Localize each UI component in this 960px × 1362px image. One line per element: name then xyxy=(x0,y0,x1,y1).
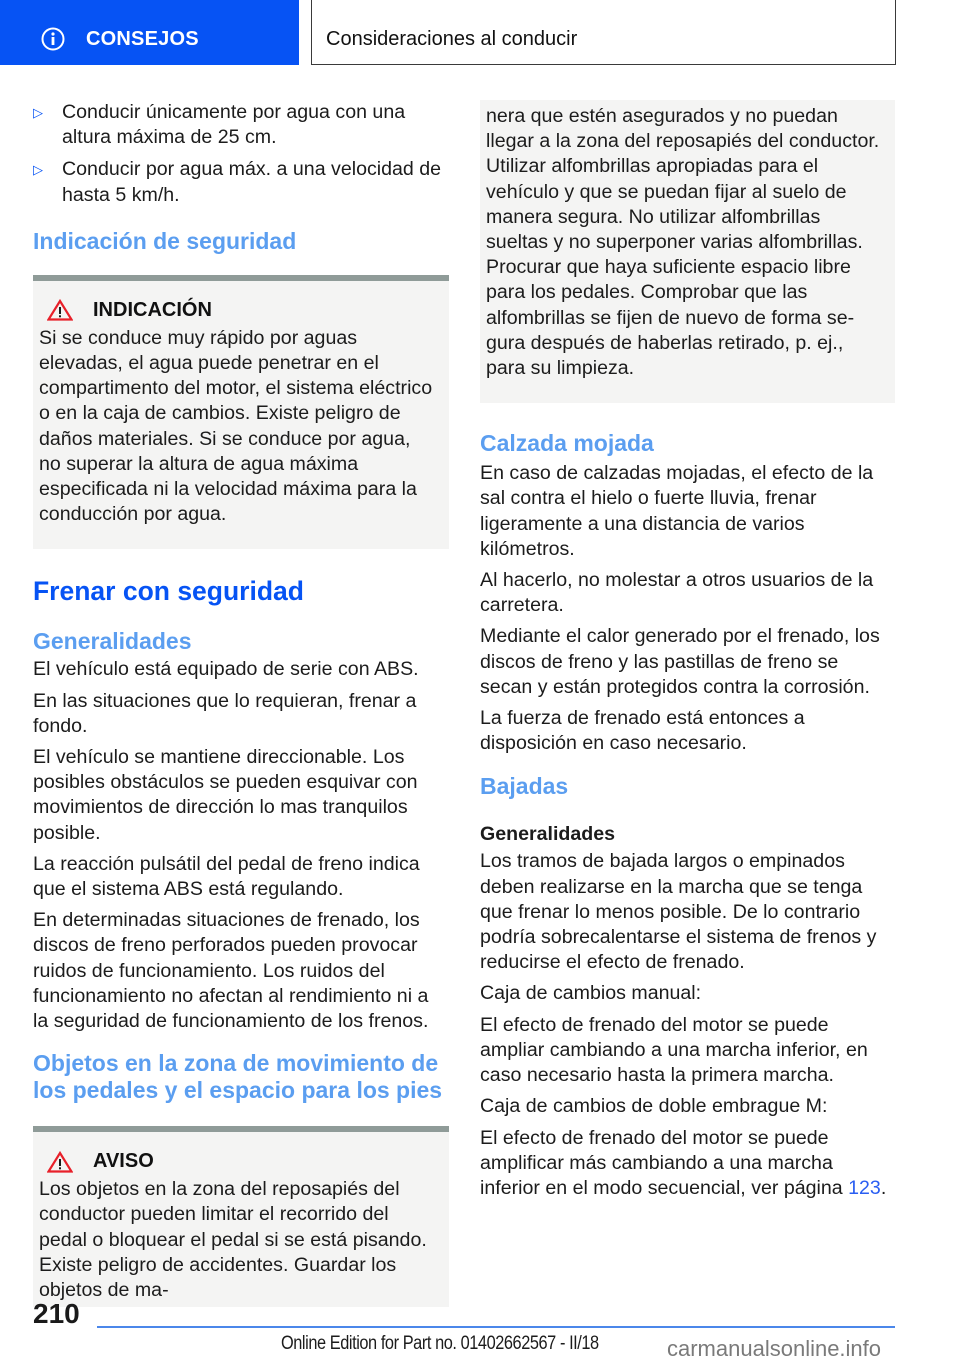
paragraph: En caso de calzadas mojadas, el efecto de la sal contra el hielo o fuerte lluvia, frenar ligeramente a una distancia de varios kilómetros. xyxy=(480,462,874,560)
left-column xyxy=(33,100,449,1307)
downhill-heading: Bajadas xyxy=(480,773,569,800)
paragraph: Los tramos de bajada largos o empinados deben realizarse en la marcha que se tenga que frenar lo menos posible. De lo contrario podría sobrecalentarse el sistema de frenos y reducirse el efecto de frenado. xyxy=(480,850,877,974)
general-heading: Generalidades xyxy=(33,628,192,655)
triangle-bullet-icon: ▷ xyxy=(33,162,43,178)
watermark: carmanualsonline.info xyxy=(667,1336,882,1361)
page-reference-link[interactable]: 123 xyxy=(848,1176,881,1199)
notice-continuation-box xyxy=(480,100,895,403)
warning-triangle-icon xyxy=(47,1151,73,1173)
notice-body: Los objetos en la zona del reposapiés del conductor pueden limitar el recorrido del pedal o bloquear el pedal si se está pisando. Existe peligro de accidentes. Guardar los objetos de ma- xyxy=(39,1178,427,1302)
paragraph: Mediante el calor generado por el frenado, los discos de freno y las pastillas de freno se secan y están protegidos contra la corrosión. xyxy=(480,625,880,698)
bullet-item: ▷ Conducir por agua máx. a una velocidad de hasta 5 km/h. xyxy=(33,158,442,206)
chapter-title: Consideraciones al conducir xyxy=(326,28,578,50)
notice-box xyxy=(33,275,449,550)
bullet-item: ▷ Conducir únicamente por agua con una altura máxima de 25 cm. xyxy=(33,101,406,149)
notice-body: Si se conduce muy rápido por aguas elevadas, el agua puede penetrar en el compartimento del motor, el sistema eléctrico o en la caja de cambios. Existe peligro de daños materiales. Si se conduce por agua, no superar la altura de agua máxima especificada ni la velocidad máxima para la conducción por agua. xyxy=(39,326,433,526)
paragraph: El efecto de frenado del motor se puede amplificar más cambiando a una marcha inferior en el modo secuencial, ver página 123. xyxy=(480,1126,887,1199)
section-heading: Frenar con seguridad xyxy=(33,576,304,607)
notice-box xyxy=(33,1126,449,1307)
objects-heading: Objetos en la zona de movimiento de los pedales y el espacio para los pies xyxy=(33,1050,443,1104)
paragraph: En determinadas situaciones de frenado, los discos de freno perforados pueden provocar ruidos de funcionamiento. Los ruidos del funcionamiento no afectan al rendimiento ni a la seguridad de funcionamiento de los frenos. xyxy=(33,909,429,1033)
downhill-subheading: Generalidades xyxy=(480,823,616,846)
section-tab xyxy=(0,0,299,65)
page-number: 210 xyxy=(33,1298,80,1329)
safety-heading: Indicación de seguridad xyxy=(33,227,297,254)
triangle-bullet-icon: ▷ xyxy=(33,105,43,120)
edition-text: Online Edition for Part no. 01402662567 - II/18 xyxy=(281,1333,599,1354)
notice-body: nera que estén asegurados y no puedan llegar a la zona del reposapiés del conductor. Utilizar alfombrillas apropiadas para el vehículo y que se puedan fijar al suelo de manera segura. No utilizar alfombrillas sueltas y no superponer varias alfombrillas. Procurar que haya suficiente espacio libre para los pedales. Comprobar que las alfombrillas se fijen de nuevo de forma segura después de haberlas retirado, p. ej., para su limpieza. xyxy=(486,105,880,380)
chapter-title-box xyxy=(311,0,896,65)
paragraph: La reacción pulsátil del pedal de freno indica que el sistema ABS está regulando. xyxy=(33,852,420,901)
paragraph: Caja de cambios manual: xyxy=(480,982,702,1005)
paragraph: El vehículo se mantiene direccionable. Los posibles obstáculos se pueden esquivar con movimientos de dirección lo mas tranquilos posible. xyxy=(33,746,418,844)
paragraph: En las situaciones que lo requieran, frenar a fondo. xyxy=(33,689,417,737)
paragraph: Caja de cambios de doble embrague M: xyxy=(480,1095,828,1118)
info-circle-icon xyxy=(41,27,65,51)
paragraph: La fuerza de frenado está entonces a disposición en caso necesario. xyxy=(480,707,805,755)
paragraph: El efecto de frenado del motor se puede ampliar cambiando a una marcha inferior, en caso necesario hasta la primera marcha. xyxy=(480,1013,868,1087)
right-column xyxy=(480,100,896,1207)
footer-divider xyxy=(97,1326,895,1328)
paragraph: El vehículo está equipado de serie con ABS. xyxy=(33,658,419,681)
wet-road-heading: Calzada mojada xyxy=(480,430,654,457)
paragraph: Al hacerlo, no molestar a otros usuarios de la carretera. xyxy=(480,569,874,617)
warning-triangle-icon xyxy=(47,299,73,321)
notice-title: AVISO xyxy=(93,1150,154,1173)
notice-title: INDICACIÓN xyxy=(93,298,212,321)
section-tab-label: CONSEJOS xyxy=(86,28,199,50)
